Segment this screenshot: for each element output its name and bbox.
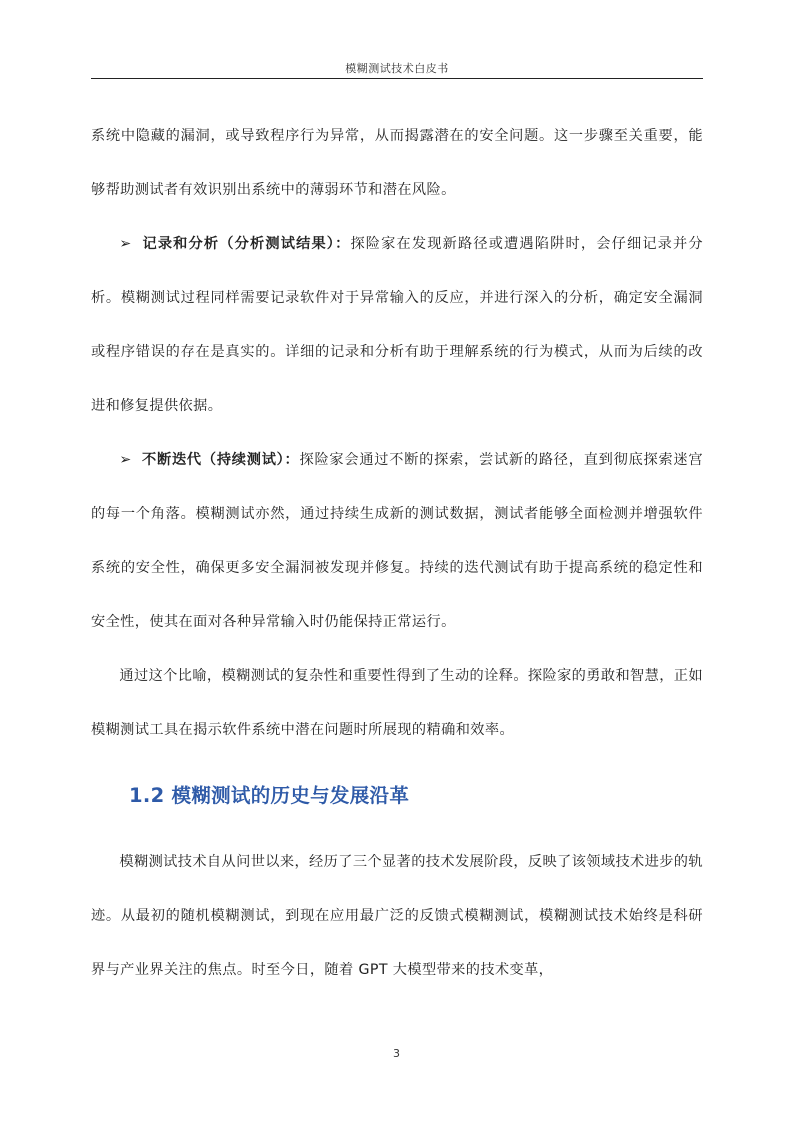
page-number: 3 (393, 1047, 400, 1060)
bullet-title: 记录和分析（分析测试结果）： (141, 236, 351, 252)
paragraph-metaphor-summary: 通过这个比喻，模糊测试的复杂性和重要性得到了生动的诠释。探险家的勇敢和智慧，正如模糊测试工具在揭示软件系统中潜在问题时所展现的精确和效率。 (91, 668, 703, 738)
bullet-record-analyze (91, 217, 703, 433)
bullet-text: 探险家在发现新路径或遭遇陷阱时，会仔细记录并分析。模糊测试过程同样需要记录软件对于异常输入的反应，并进行深入的分析，确定安全漏洞或程序错误的存在是真实的。详细的记录和分析有助于理解系统的行为模式，从而为后续的改进和修复提供依据。 (91, 236, 703, 414)
bullet-iterate (91, 433, 703, 649)
paragraph-continuation: 系统中隐藏的漏洞，或导致程序行为异常，从而揭露潜在的安全问题。这一步骤至关重要，能够帮助测试者有效识别出系统中的薄弱环节和潜在风险。 (91, 128, 703, 198)
arrow-bullet-icon: ➢ (119, 452, 132, 468)
arrow-bullet-icon: ➢ (119, 236, 132, 252)
running-header: 模糊测试技术白皮书 (345, 62, 449, 75)
header-divider (91, 78, 703, 79)
bullet-text: 探险家会通过不断的探索，尝试新的路径，直到彻底探索迷宫的每一个角落。模糊测试亦然，通过持续生成新的测试数据，测试者能够全面检测并增强软件系统的安全性，确保更多安全漏洞被发现并修复。持续的迭代测试有助于提高系统的稳定性和安全性，使其在面对各种异常输入时仍能保持正常运行。 (91, 452, 703, 630)
bullet-title: 不断迭代（持续测试）： (141, 452, 300, 468)
section-heading: 1.2 模糊测试的历史与发展沿革 (129, 784, 410, 807)
page-body (91, 109, 703, 997)
paragraph-history: 模糊测试技术自从问世以来，经历了三个显著的技术发展阶段，反映了该领域技术进步的轨迹。从最初的随机模糊测试，到现在应用最广泛的反馈式模糊测试，模糊测试技术始终是科研界与产业界关注的焦点。时至今日，随着 GPT 大模型带来的技术变革， (91, 854, 703, 978)
